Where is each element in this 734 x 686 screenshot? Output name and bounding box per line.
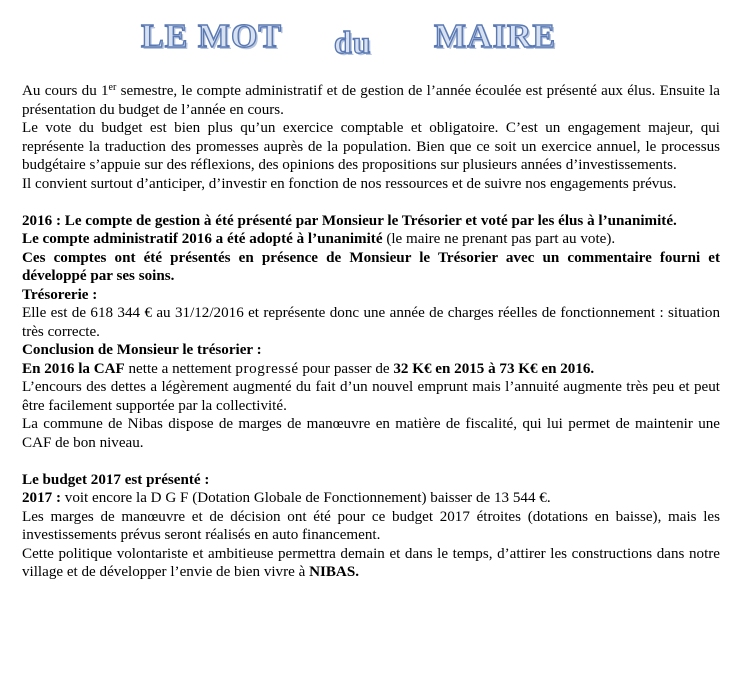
anticipate-paragraph: Il convient surtout d’anticiper, d’investir en fonction de nos ressources et de suivre nos engagements prévus. <box>22 175 677 192</box>
page-title <box>0 14 734 64</box>
village-name: NIBAS. <box>309 564 359 580</box>
nibas-fiscalite-paragraph: La commune de Nibas dispose de marges de manœuvre en matière de fiscalité, qui lui permet de maintenir une CAF de bon niveau. <box>22 416 720 451</box>
compte-gestion-paragraph: 2016 : Le compte de gestion à été présenté par Monsieur le Trésorier et voté par les élus à l’unanimité. <box>22 212 677 229</box>
compte-administratif-bold: Le compte administratif 2016 a été adopté à l’unanimité <box>22 231 383 247</box>
caf-text-1: nette a nettement <box>124 360 236 377</box>
comptes-presentes-paragraph: Ces comptes ont été présentés en présence de Monsieur le Trésorier avec un commentaire fourni et développé par ses soins. <box>22 249 720 284</box>
budget-vote-paragraph: Le vote du budget est bien plus qu’un exercice comptable et obligatoire. C’est un engagement majeur, qui représente la traduction des promesses auprès de la population. Bien que ce soit un exercice annuel, le processus budgétaire s’appuie sur des réflexions, des opinions des propositions sur plusieurs années d’investissements. <box>22 120 720 173</box>
caf-text-2: progressé <box>235 360 299 377</box>
caf-label: En 2016 la CAF <box>22 360 125 377</box>
intro-text-start: Au cours du 1 <box>22 83 109 99</box>
compte-administratif-note: (le maire ne prenant pas part au vote). <box>382 231 616 247</box>
caf-paragraph <box>22 360 720 379</box>
article-body <box>22 82 720 582</box>
politique-paragraph <box>22 545 720 582</box>
intro-paragraph <box>22 82 720 119</box>
title-part-du: du <box>334 24 372 60</box>
tresorerie-heading: Trésorerie : <box>22 286 98 303</box>
caf-text-3: pour passer de <box>298 360 394 377</box>
title-part-le-mot: LE MOT <box>141 18 283 55</box>
dgf-text: voit encore la D G F (Dotation Globale de Fonctionnement) baisser de 13 544 €. <box>61 490 551 506</box>
dgf-label: 2017 : <box>22 490 61 506</box>
caf-figures: 32 K€ en 2015 à 73 K€ en 2016. <box>393 360 595 377</box>
marges-paragraph: Les marges de manœuvre et de décision ont été pour ce budget 2017 étroites (dotations en baisse), mais les investissements prévus seront réalisés en auto financement. <box>22 508 720 543</box>
budget-2017-heading: Le budget 2017 est présenté : <box>22 471 210 488</box>
tresorerie-paragraph: Elle est de 618 344 € au 31/12/2016 et représente donc une année de charges réelles de fonctionnement : situation très correcte. <box>22 305 720 340</box>
compte-administratif-paragraph <box>22 230 720 249</box>
title-part-maire: MAIRE <box>434 18 557 55</box>
intro-text-end: semestre, le compte administratif et de gestion de l’année écoulée est présenté aux élus. Ensuite la présentation du budget de l’année en cours. <box>22 83 720 118</box>
conclusion-heading: Conclusion de Monsieur le trésorier : <box>22 342 262 358</box>
ordinal-superscript: er <box>108 82 117 93</box>
dettes-paragraph: L’encours des dettes a légèrement augmenté du fait d’un nouvel emprunt mais l’annuité augmente très peu et peut être facilement supportée par la collectivité. <box>22 379 720 414</box>
politique-text: Cette politique volontariste et ambitieuse permettra demain et dans le temps, d’attirer les constructions dans notre village et de développer l’envie de bien vivre à <box>22 545 720 580</box>
dgf-paragraph <box>22 489 720 508</box>
